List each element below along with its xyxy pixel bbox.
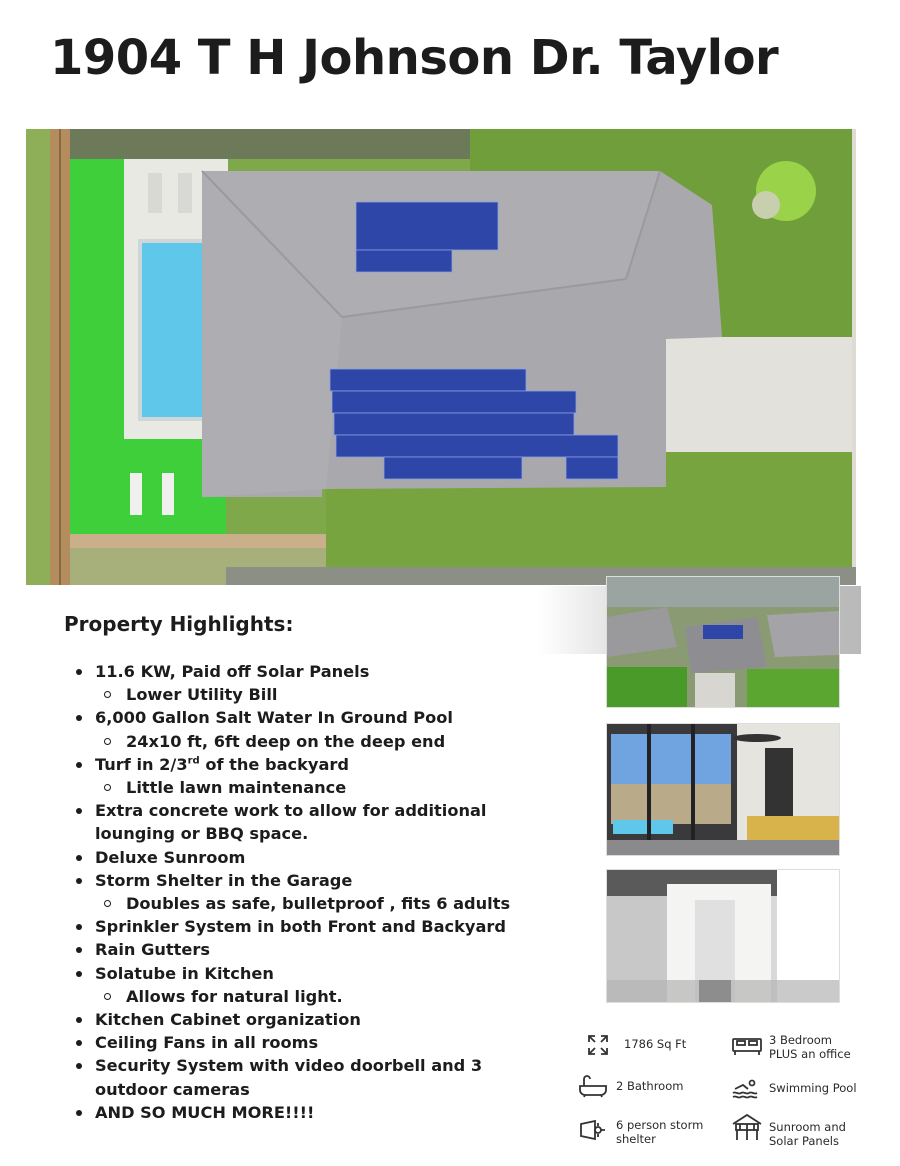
highlights-heading: Property Highlights: <box>64 612 294 636</box>
list-item: 11.6 KW, Paid off Solar Panels <box>76 660 576 683</box>
list-item: AND SO MUCH MORE!!!! <box>76 1101 576 1124</box>
storm-shelter-icon <box>578 1118 608 1142</box>
list-item: Lower Utility Bill <box>76 683 576 706</box>
aerial-photo <box>26 129 856 585</box>
list-item: Solatube in Kitchen <box>76 962 576 985</box>
list-item: Kitchen Cabinet organization <box>76 1008 576 1031</box>
swimmer-icon <box>731 1077 761 1101</box>
list-item: Deluxe Sunroom <box>76 846 576 869</box>
list-item: Allows for natural light. <box>76 985 576 1008</box>
list-item: Doubles as safe, bulletproof , fits 6 adults <box>76 892 576 915</box>
list-item: 6,000 Gallon Salt Water In Ground Pool <box>76 706 576 729</box>
house-solar-icon <box>731 1112 761 1136</box>
list-item: Sprinkler System in both Front and Backyard <box>76 915 576 938</box>
highlights-list <box>76 660 576 1124</box>
list-item: Security System with video doorbell and 3 outdoor cameras <box>76 1054 576 1100</box>
list-item: Storm Shelter in the Garage <box>76 869 576 892</box>
feature-pool: Swimming Pool <box>731 1077 857 1101</box>
feature-shelter: 6 person storm shelter <box>578 1118 703 1146</box>
neighborhood-photo <box>606 576 840 708</box>
feature-bedroom: 3 Bedroom PLUS an office <box>731 1033 851 1061</box>
expand-arrows-icon <box>586 1033 616 1057</box>
list-item: Extra concrete work to allow for additional lounging or BBQ space. <box>76 799 576 845</box>
list-item: Ceiling Fans in all rooms <box>76 1031 576 1054</box>
list-item: Rain Gutters <box>76 938 576 961</box>
garage-shelter-photo <box>606 869 840 1003</box>
list-item: Turf in 2/3rd of the backyard <box>76 753 576 776</box>
bathtub-icon <box>578 1074 608 1098</box>
page-title: 1904 T H Johnson Dr. Taylor <box>50 30 779 86</box>
list-item: Little lawn maintenance <box>76 776 576 799</box>
feature-sqft: 1786 Sq Ft <box>586 1033 686 1057</box>
feature-sunroom: Sunroom and Solar Panels <box>731 1112 846 1148</box>
list-item: 24x10 ft, 6ft deep on the deep end <box>76 730 576 753</box>
feature-bathroom: 2 Bathroom <box>578 1074 683 1098</box>
sunroom-photo <box>606 723 840 856</box>
bed-icon <box>731 1033 761 1057</box>
